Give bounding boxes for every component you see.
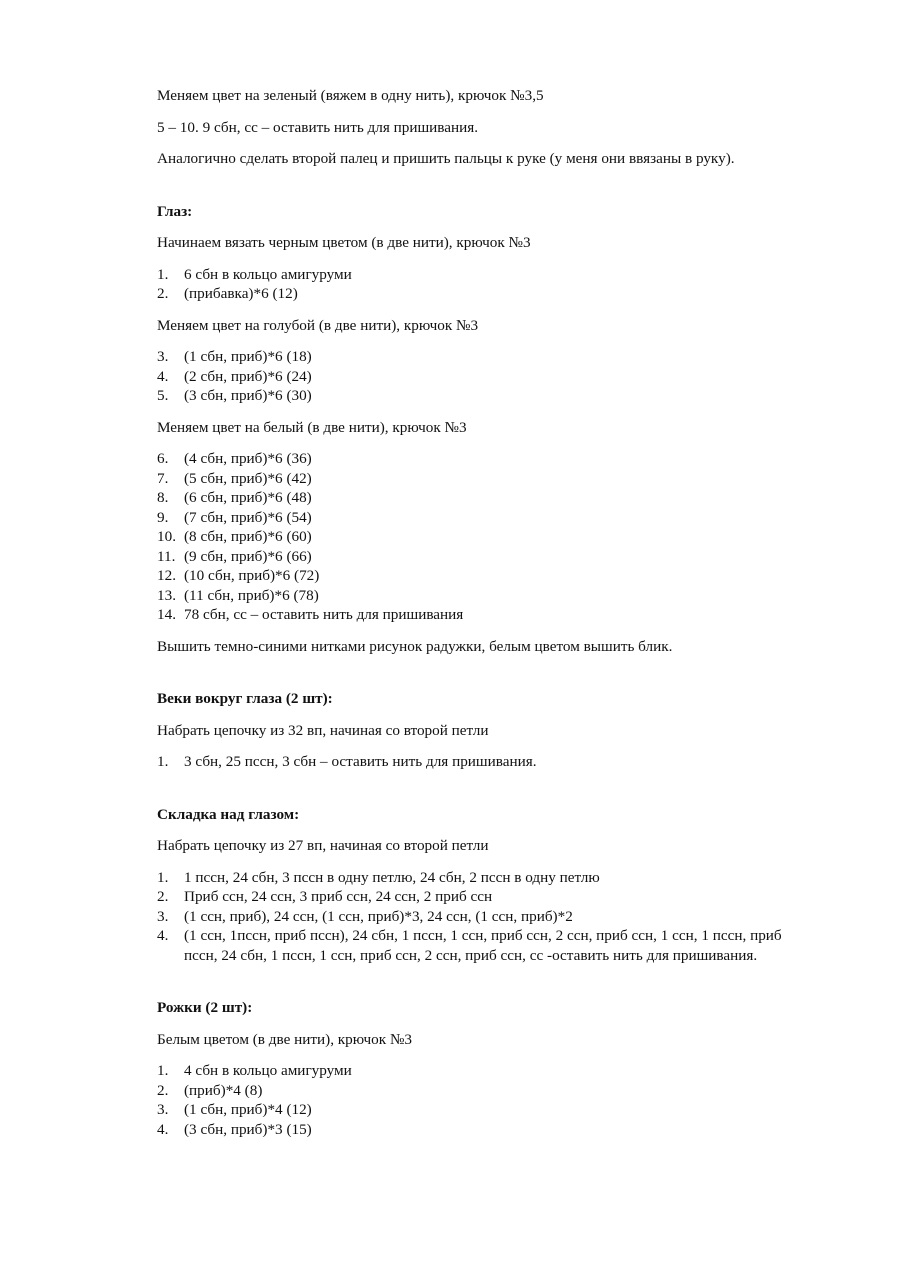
fold-list-1 [157, 868, 817, 966]
eye-note-3: Меняем цвет на белый (в две нити), крючок №3 [157, 418, 467, 436]
list-item: 2. Приб ссн, 24 ссн, 3 приб ссн, 24 ссн, 2 приб ссн [157, 888, 493, 905]
eyelids-list-1 [157, 752, 817, 772]
list-item: 4. (2 сбн, приб)*6 (24) [157, 367, 312, 385]
eyelids-note-1: Набрать цепочку из 32 вп, начиная со второй петли [157, 721, 489, 739]
list-item: 1. 3 сбн, 25 пссн, 3 сбн – оставить нить для пришивания. [157, 753, 537, 770]
list-item: 1. 4 сбн в кольцо амигуруми [157, 1062, 352, 1079]
list-item: 10. (8 сбн, приб)*6 (60) [157, 528, 312, 545]
list-item: 1. 6 сбн в кольцо амигуруми [157, 265, 352, 283]
section-title-eye: Глаз: [157, 202, 193, 220]
list-item: 3. (1 сбн, приб)*6 (18) [157, 348, 312, 365]
horns-note-1: Белым цветом (в две нити), крючок №3 [157, 1030, 413, 1048]
list-item: 11. (9 сбн, приб)*6 (66) [157, 547, 312, 565]
list-item: 2. (прибавка)*6 (12) [157, 285, 298, 302]
list-item: 3. (1 сбн, приб)*4 (12) [157, 1101, 312, 1118]
list-item: 8. (6 сбн, приб)*6 (48) [157, 489, 312, 506]
list-item: 3. (1 ссн, приб), 24 ссн, (1 ссн, приб)*3, 24 ссн, (1 ссн, приб)*2 [157, 907, 573, 925]
eye-note-1: Начинаем вязать черным цветом (в две нити), крючок №3 [157, 234, 531, 251]
section-title-fold: Складка над глазом: [157, 805, 300, 823]
list-item: 7. (5 сбн, приб)*6 (42) [157, 469, 312, 487]
horns-list-1 [157, 1061, 817, 1139]
list-item: 13. (11 сбн, приб)*6 (78) [157, 586, 319, 604]
section-title-eyelids: Веки вокруг глаза (2 шт): [157, 690, 333, 707]
list-item: 9. (7 сбн, приб)*6 (54) [157, 508, 312, 526]
eye-list-2 [157, 347, 817, 406]
list-item: 1. 1 пссн, 24 сбн, 3 пссн в одну петлю, 24 сбн, 2 пссн в одну петлю [157, 868, 600, 886]
fold-note-1: Набрать цепочку из 27 вп, начиная со второй петли [157, 837, 489, 854]
list-item: 12. (10 сбн, приб)*6 (72) [157, 567, 320, 584]
list-item: 4. (3 сбн, приб)*3 (15) [157, 1120, 312, 1138]
eye-note-2: Меняем цвет на голубой (в две нити), крючок №3 [157, 316, 479, 334]
list-item: 2. (приб)*4 (8) [157, 1081, 263, 1099]
intro-line-2: 5 – 10. 9 сбн, сс – оставить нить для пришивания. [157, 118, 479, 136]
eye-list-3 [157, 449, 817, 625]
list-item: 4. (1 ссн, 1пссн, приб пссн), 24 сбн, 1 пссн, 1 ссн, приб ссн, 2 ссн, приб ссн, 1 ссн, 1 пссн, приб пссн, 24 сбн, 1 пссн, 1 ссн, приб ссн, 2 ссн, приб ссн, сс -оставить нить для пришивания. [157, 927, 782, 964]
list-item: 14. 78 сбн, сс – оставить нить для пришивания [157, 606, 464, 623]
eye-note-4: Вышить темно-синими нитками рисунок радужки, белым цветом вышить блик. [157, 637, 673, 655]
eye-list-1 [157, 265, 817, 304]
section-title-horns: Рожки (2 шт): [157, 999, 253, 1016]
list-item: 6. (4 сбн, приб)*6 (36) [157, 450, 312, 467]
intro-line-1: Меняем цвет на зеленый (вяжем в одну нить), крючок №3,5 [157, 87, 544, 104]
document-page [157, 86, 817, 1151]
list-item: 5. (3 сбн, приб)*6 (30) [157, 387, 312, 404]
intro-line-3: Аналогично сделать второй палец и пришить пальцы к руке (у меня они ввязаны в руку). [157, 150, 735, 167]
